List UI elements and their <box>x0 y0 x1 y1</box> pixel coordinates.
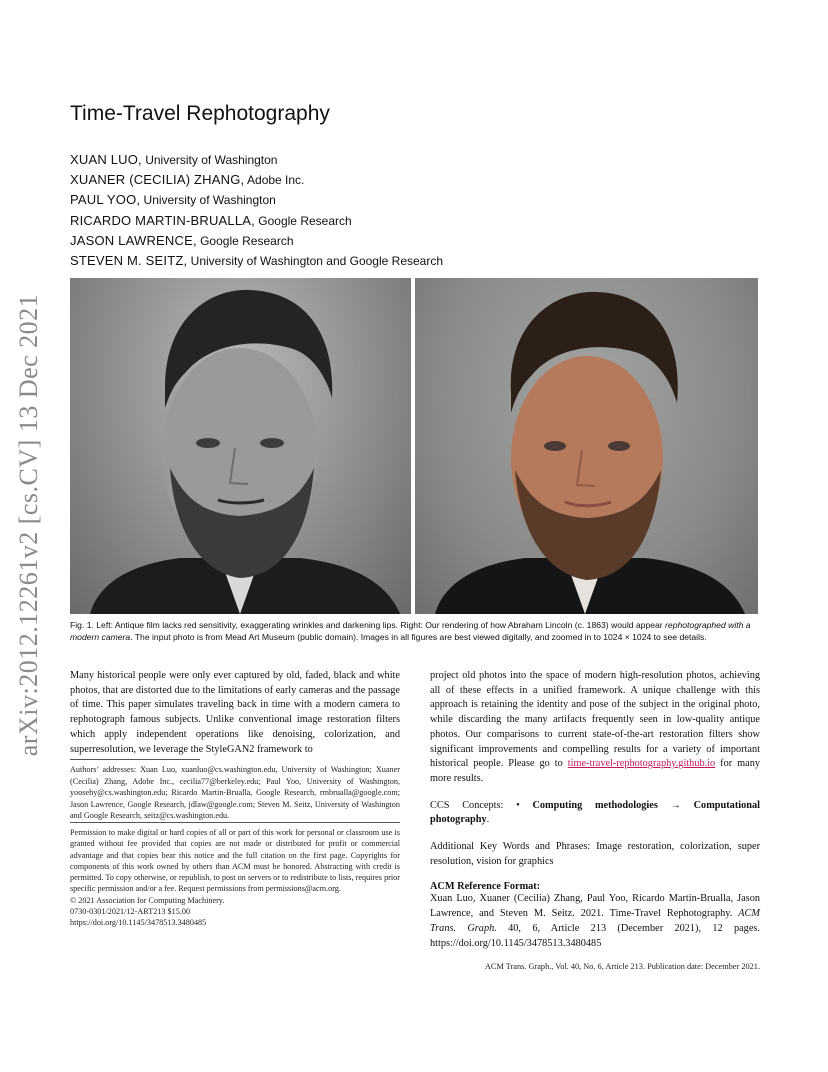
ccs-concepts <box>430 799 760 828</box>
figure-caption <box>70 619 760 643</box>
acm-reference <box>430 892 760 951</box>
author-line <box>70 251 443 271</box>
abstract-left: Many historical people were only ever captured by old, faded, black and white photos, that are distorted due to the limitations of early cameras and the passage of time. This paper simulates traveling back in time with a modern camera to rephotograph famous subjects. Unlike conventional image restoration filters which apply independent operations like denoising, colorization, and superresolution, we leverage the StyleGAN2 framework to <box>70 670 400 755</box>
acm-reference-heading: ACM Reference Format: <box>430 881 541 893</box>
figure-label: Fig. 1. <box>70 620 94 630</box>
author-affiliation: Google Research <box>254 213 352 228</box>
author-affiliation: Google Research <box>196 233 294 248</box>
author-affiliation: University of Washington <box>140 193 276 208</box>
author-name: PAUL YOO, <box>70 192 141 208</box>
acm-reference-text: Xuan Luo, Xuaner (Cecilia) Zhang, Paul Yoo, Ricardo Martin-Brualla, Jason Lawrence, and Steven M. Seitz. 2021. Time-Travel Rephotography. <box>430 893 760 920</box>
author-line <box>70 150 443 170</box>
antique-photo <box>70 278 411 614</box>
antique-portrait-image <box>70 278 411 614</box>
caption-text: . The input photo is from Mead Art Museum (public domain). Images in all figures are best viewed digitally, and zoomed in to 1024 × 1024 to see details. <box>130 632 707 643</box>
ccs-prefix: CCS Concepts: • <box>430 799 533 811</box>
author-line <box>70 211 443 231</box>
author-name: STEVEN M. SEITZ, <box>70 253 188 269</box>
author-line <box>70 170 443 190</box>
permission-divider <box>70 822 400 823</box>
author-affiliation: University of Washington and Google Research <box>187 254 444 269</box>
author-name: XUAN LUO, <box>70 152 142 167</box>
abstract-right-text: project old photos into the space of modern high-resolution photos, achieving all of these effects in a unified framework. A unique challenge with this approach is retaining the identity and pose of the subject in the original photo, while discarding the many artifacts frequently seen in low-quality antique photos. Our comparisons to current state-of-the-art restoration filters show significant improvements and compelling results for a variety of important historical people. Please go to <box>430 670 760 770</box>
author-affiliation: Adobe Inc. <box>244 173 305 188</box>
author-line <box>70 231 443 251</box>
left-column <box>70 669 400 757</box>
abstract-right-text: for many more results. <box>430 758 761 784</box>
paper-title: Time-Travel Rephotography <box>70 102 330 125</box>
rephotographed-portrait-image <box>415 278 758 614</box>
author-line <box>70 190 443 210</box>
caption-emphasis: rephotographed with a modern camera <box>70 620 751 643</box>
abstract-right <box>430 669 760 787</box>
author-name: JASON LAWRENCE, <box>70 232 197 248</box>
caption-text: Left: Antique film lacks red sensitivity, exaggerating wrinkles and darkening lips. Right: Our rendering of how Abraham Lincoln (c. 1863) would appear <box>93 620 666 630</box>
author-list <box>70 150 443 271</box>
copyright-line: © 2021 Association for Computing Machinery. <box>70 895 225 905</box>
author-name: RICARDO MARTIN-BRUALLA, <box>70 212 255 228</box>
acm-reference-journal: ACM Trans. Graph. <box>430 908 760 934</box>
author-affiliation: University of Washington <box>141 153 278 167</box>
permission-block <box>70 827 400 929</box>
page-footer: ACM Trans. Graph., Vol. 40, No. 6, Article 213. Publication date: December 2021. <box>484 962 760 971</box>
rephotographed-photo <box>415 278 758 614</box>
keywords: Additional Key Words and Phrases: Image restoration, colorization, super resolution, vision for graphics <box>430 841 760 867</box>
arxiv-stamp <box>14 290 44 760</box>
project-link[interactable]: time-travel-rephotography.github.io <box>567 758 716 770</box>
right-column <box>430 669 760 951</box>
issn-line: 0730-0301/2021/12-ART213 $15.00 <box>70 907 191 917</box>
ccs-suffix: . <box>486 814 490 826</box>
ccs-bold: Computing methodologies → Computational photography <box>430 799 760 826</box>
author-addresses-footnote: Authors’ addresses: Xuan Luo, xuanluo@cs.washington.edu, University of Washington; Xuaner (Cecilia) Zhang, Adobe Inc., cecilia77@berkeley.edu; Paul Yoo, University of Washington, yoosehy@cs.washington.edu; Ricardo Martin-Brualla, Google Research, rmbrualla@google.com; Jason Lawrence, Google Research, jdlaw@google.com; Steven M. Seitz, University of Washington and Google Research, seitz@cs.washington.edu. <box>70 765 400 820</box>
acm-reference-text: 40, 6, Article 213 (December 2021), 12 pages. https://doi.org/10.1145/3478513.3480485 <box>430 922 760 949</box>
author-name: XUANER (CECILIA) ZHANG, <box>70 172 245 188</box>
permission-text: Permission to make digital or hard copies of all or part of this work for personal or classroom use is granted without fee provided that copies are not made or distributed for profit or commercial advantage and that copies bear this notice and the full citation on the first page. Copyrights for components of this work owned by others than ACM must be honored. Abstracting with credit is permitted. To copy otherwise, or republish, to post on servers or to redistribute to lists, requires prior specific permission and/or a fee. Request permissions from permissions@acm.org. <box>70 828 400 894</box>
doi-line: https://doi.org/10.1145/3478513.3480485 <box>70 918 207 928</box>
footnote-divider <box>70 759 200 760</box>
arxiv-stamp-text: arXiv:2012.12261v2 [cs.CV] 13 Dec 2021 <box>14 293 43 757</box>
